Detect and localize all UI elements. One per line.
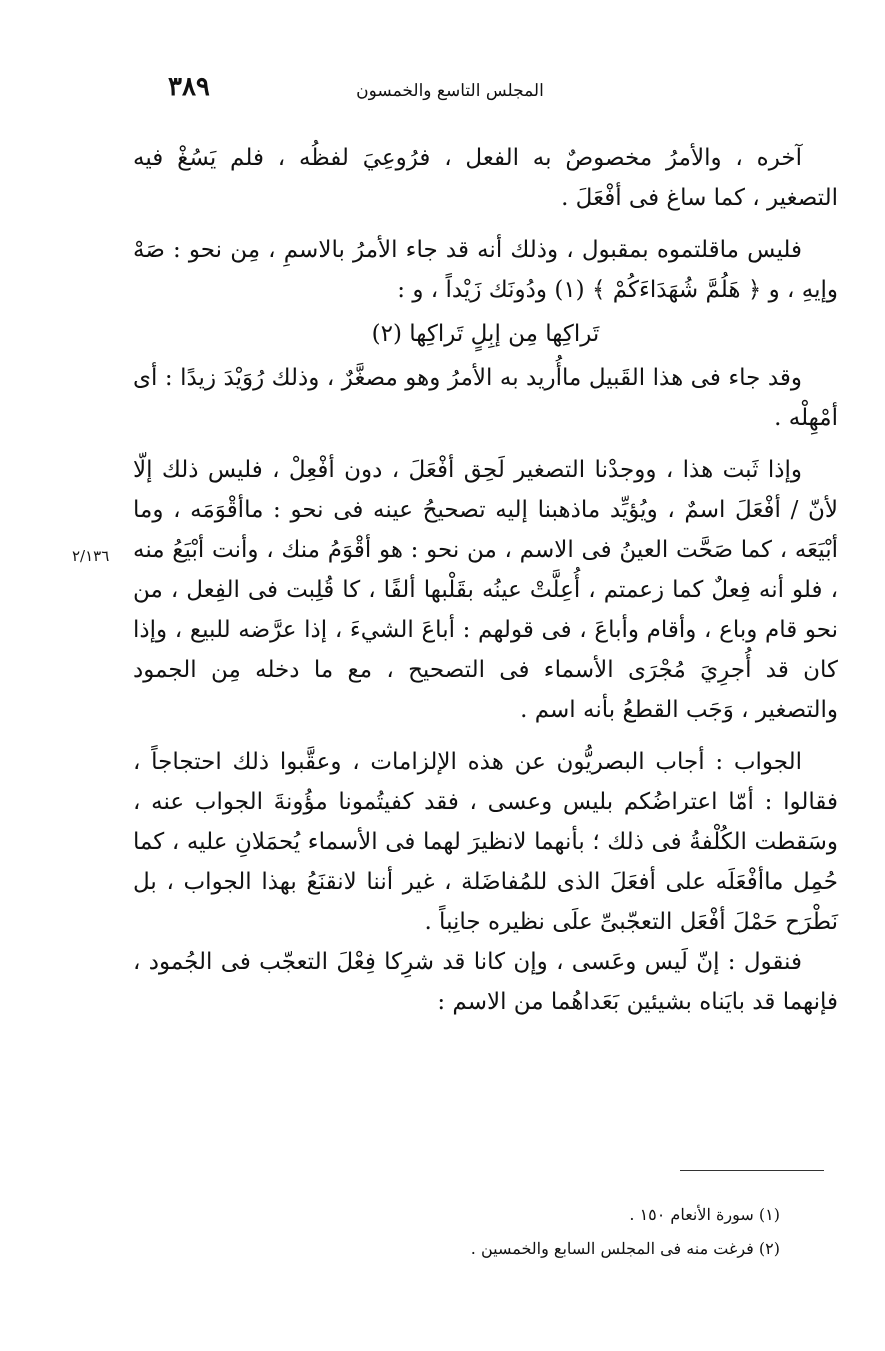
- footnote: (١) سورة الأنعام ١٥٠ .: [629, 1205, 780, 1224]
- page-header: [0, 72, 885, 112]
- verse-line: تَراكِها مِن إبِلٍ تَراكِها (٢): [371, 321, 600, 347]
- paragraph: فليس ماقلتموه بمقبول ، وذلك أنه قد جاء الأمرُ بالاسمِ ، مِن نحو : صَهْ وإيهِ ، و ﴿ هَلُمَّ شُهَدَاءَكُمْ ﴾ (١) ودُونَك زَيْداً ، و :: [133, 237, 838, 303]
- paragraph: الجواب : أجاب البصريُّون عن هذه الإلزامات ، وعقَّبوا ذلك احتجاجاً ، فقالوا : أمّا اعتراضُكم بليس وعسى ، فقد كفيتُمونا مؤُونةَ الجواب عنه ، وسَقطت الكُلْفةُ فى ذلك ؛ بأنهما لانظيرَ لهما فى الأسماء يُحمَلانِ عليه ، كما حُمِل ماأفْعَلَه على أفعَلَ الذى للمُفاضَلة ، غير أننا لانقنَعُ بهذا الجواب ، بل نَطْرَح حَمْلَ أفْعَل التعجّبىِّ علَى نظيره جانِباً .: [133, 749, 838, 935]
- paragraph: فنقول : إنّ لَيس وعَسى ، وإن كانا قد شرِكا فِعْلَ التعجّب فى الجُمود ، فإنهما قد بايَناه بشيئين بَعَداهُما من الاسم :: [133, 949, 838, 1015]
- paragraph: وقد جاء فى هذا القَبيل ماأُريد به الأمرُ وهو مصغَّرٌ ، وذلك رُوَيْدَ زيدًا : أى أمْهِلْه .: [133, 365, 838, 431]
- running-title: المجلس التاسع والخمسون: [356, 81, 544, 101]
- margin-reference: ٢/١٣٦: [72, 547, 110, 565]
- footnote-divider: [680, 1170, 824, 1171]
- main-text: [133, 138, 838, 1022]
- footnotes: [300, 1198, 780, 1266]
- page-number: ٣٨٩: [168, 72, 210, 102]
- footnote: (٢) فرغت منه فى المجلس السابع والخمسين .: [470, 1239, 780, 1258]
- paragraph: آخره ، والأمرُ مخصوصٌ به الفعل ، فرُوعِيَ لفظُه ، فلم يَسُغْ فيه التصغير ، كما ساغ فى أفْعَلَ .: [133, 145, 838, 211]
- paragraph: وإذا ثَبت هذا ، ووجدْنا التصغير لَحِق أفْعَلَ ، دون أفْعِلْ ، فليس ذلك إلّا لأنّ / أفْعَلَ اسمٌ ، ويُؤيِّد ماذهبنا إليه تصحيحُ عينه فى نحو : ماأقْوَمَه ، وما أبْيَعَه ، كما صَحَّت العينُ فى الاسم ، من نحو : هو أقْوَمُ منك ، وأنت أبْيَعُ منه ، فلو أنه فِعلٌ كما زعمتم ، أُعِلَّتْ عينُه بقَلْبها ألفًا ، كا قُلِبت فى الفِعل ، من نحو قام وباع ، وأقام وأباعَ ، فى قولهم : أباعَ الشيءَ ، إذا عرَّضه للبيع ، وإذا كان قد أُجرِيَ مُجْرَى الأسماء فى التصحيح ، مع ما دخله مِن الجمود والتصغير ، وَجَب القطعُ بأنه اسم .: [133, 457, 838, 723]
